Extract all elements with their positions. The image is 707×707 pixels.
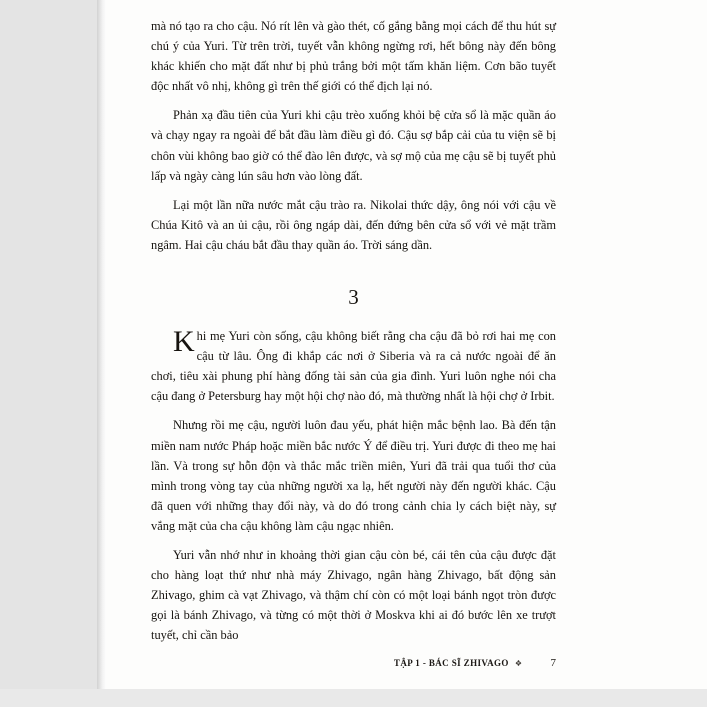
page-spine-shadow bbox=[97, 0, 106, 707]
paragraph: Phản xạ đầu tiên của Yuri khi cậu trèo xuống khỏi bệ cửa sổ là mặc quần áo và chạy ngay ra ngoài để bắt đầu làm điều gì đó. Cậu sợ bắp cải của tu viện sẽ bị chôn vùi không bao giờ có thể đào lên được, và sợ mộ của mẹ cậu sẽ bị tuyết phủ lấp và ngày càng lún sâu hơn vào lòng đất. bbox=[151, 108, 556, 183]
paragraph-continued: mà nó tạo ra cho cậu. Nó rít lên và gào thét, cố gắng bằng mọi cách để thu hút sự chú ý của Yuri. Từ trên trời, tuyết vẫn không ngừng rơi, hết bông này đến bông khác khiến cho mặt đất như bị phủ trắng bởi một tấm khăn liệm. Cơn bão tuyết độc nhất vô nhị, không gì trên thế giới có thể địch lại nó. bbox=[151, 19, 556, 94]
paragraph: Lại một lần nữa nước mắt cậu trào ra. Nikolai thức dậy, ông nói với cậu về Chúa Kitô và an ủi cậu, rồi ông ngáp dài, đến đứng bên cửa sổ với vẻ mặt trầm ngâm. Hai cậu cháu bắt đầu thay quần áo. Trời sáng dần. bbox=[151, 197, 556, 252]
page-footer bbox=[151, 657, 556, 669]
paragraph: Yuri vẫn nhớ như in khoảng thời gian cậu còn bé, cái tên của cậu được đặt cho hàng loạt thứ như nhà máy Zhivago, ngân hàng Zhivago, bất động sản Zhivago, ghim cà vạt Zhivago, và thậm chí còn có một loại bánh ngọt tròn được gọi là bánh Zhivago, và từng có một thời ở Moskva khi ai đó bước lên xe trượt tuyết, chỉ cần bảo bbox=[151, 547, 556, 643]
footer-book-title: TẬP 1 - BÁC SĨ ZHIVAGO bbox=[393, 658, 509, 668]
ornament-icon: ❖ bbox=[514, 658, 522, 668]
paragraph: Nhưng rồi mẹ cậu, người luôn đau yếu, phát hiện mắc bệnh lao. Bà đến tận miền nam nước Pháp hoặc miền bắc nước Ý để điều trị. Yuri được đi theo mẹ hai lần. Và trong sự hỗn độn và thắc mắc triền miên, Yuri đã trải qua tuổi thơ của mình trong vòng tay của những người xa lạ, hết người này đến người khác. Cậu đã quen với những thay đổi này, và do đó trong cảnh chia ly cách biệt này, sự vắng mặt của cha cậu không làm cậu ngạc nhiên. bbox=[151, 418, 556, 533]
page-left-gutter bbox=[0, 0, 97, 707]
chapter-number: 3 bbox=[348, 285, 359, 310]
page-content bbox=[151, 16, 556, 645]
drop-cap: K bbox=[173, 325, 195, 359]
page-bottom-margin bbox=[0, 689, 707, 707]
chapter-opening-paragraph bbox=[151, 326, 556, 406]
book-page bbox=[106, 0, 707, 707]
page-number: 7 bbox=[550, 657, 556, 669]
chapter-opening-text: hi mẹ Yuri còn sống, cậu không biết rằng cha cậu đã bỏ rơi hai mẹ con cậu từ lâu. Ông đi khắp các nơi ở Siberia và ra cả nước ngoài để ăn chơi, tiêu xài phung phí hàng đống tài sản của gia đình. Yuri luôn nghe nói cha cậu đang ở Petersburg hay một hội chợ nào đó, mà thường nhất là hội chợ ở Irbit. bbox=[151, 329, 556, 404]
